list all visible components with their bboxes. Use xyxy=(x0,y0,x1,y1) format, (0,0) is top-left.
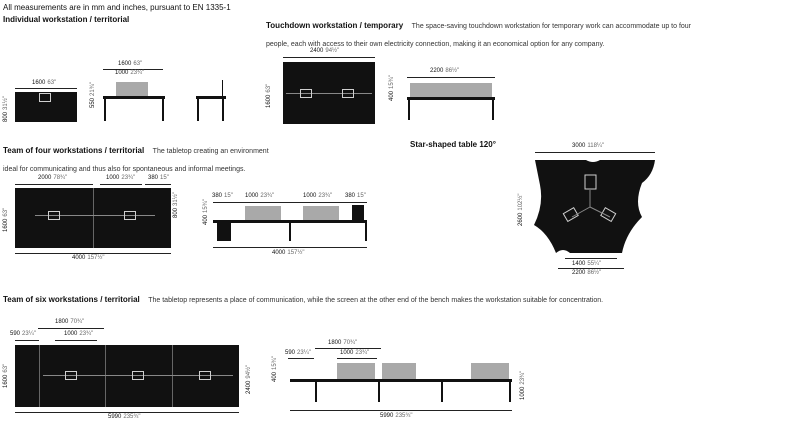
t6s-screen-height-label: 100023¾" xyxy=(520,370,526,400)
t6s-end-label: 590 23¼" xyxy=(285,350,311,356)
touchdown-desc-1: The space-saving touchdown workstation for temporary work can accommodate up to four xyxy=(411,23,692,30)
star-top-line xyxy=(535,152,655,153)
team-six-desc: The tabletop represents a place of communication, while the screen at the other end of the bench makes the workstation suitable for concentration. xyxy=(148,297,604,304)
td-side-width-line xyxy=(407,77,495,78)
td-power-box-left xyxy=(300,89,312,98)
t4-power-box-left xyxy=(48,211,60,220)
t4-total-line xyxy=(15,253,171,254)
ind-side-total-label: 1600 63" xyxy=(118,61,143,67)
t4-end-label: 380 15" xyxy=(148,175,169,181)
t6-split-1 xyxy=(39,345,40,407)
ind-desk-top xyxy=(15,92,77,122)
t6s-leg-1 xyxy=(315,382,317,402)
t6-split-2 xyxy=(105,345,106,407)
t6-desk-top xyxy=(15,345,239,407)
t6-screen-label: 1000 23¾" xyxy=(64,331,94,337)
td-side-leg-left xyxy=(408,100,410,120)
t4s-screen-left xyxy=(245,206,281,220)
t6s-screen-1 xyxy=(337,363,375,379)
td-width-line xyxy=(283,57,375,58)
t6-power-box-3 xyxy=(199,371,211,380)
ind-end-leg-left xyxy=(197,99,199,121)
t6s-total-label: 5990 235¾" xyxy=(380,413,413,419)
star-title: Star-shaped table 120° xyxy=(410,140,496,149)
t6-end-label: 590 23¼" xyxy=(10,331,36,337)
ind-depth-label: 80031½" xyxy=(3,96,9,122)
t4-end-line xyxy=(145,184,171,185)
t6s-height-label: 40015¾" xyxy=(272,356,278,382)
ind-width-line xyxy=(15,88,77,89)
ind-side-height-label: 55021¾" xyxy=(90,82,96,108)
td-side-height-label: 40015¾" xyxy=(389,75,395,101)
star-depth-label: 2600102½" xyxy=(518,193,524,226)
t6-unit-line xyxy=(38,328,104,329)
t6s-unit-line xyxy=(315,348,381,349)
t6s-screen-label: 1000 23¾" xyxy=(340,350,370,356)
t4s-total-label: 4000 157½" xyxy=(272,250,305,256)
star-bottom-label: 2200 86½" xyxy=(572,270,602,276)
t4-screen-line xyxy=(100,184,142,185)
t4-power-box-right xyxy=(124,211,136,220)
t6s-total-line xyxy=(290,410,512,411)
t6s-end-line xyxy=(288,358,314,359)
t4-split xyxy=(93,188,94,248)
t6s-screen-2 xyxy=(382,363,416,379)
ind-end-leg-right xyxy=(222,99,224,121)
t6-screen-line xyxy=(55,340,97,341)
touchdown-desc-2: people, each with access to their own electricity connection, making it an economical option for any company. xyxy=(266,41,605,48)
ind-side-screen xyxy=(116,82,148,96)
t6-total-line xyxy=(15,412,239,413)
t4-desk-top xyxy=(15,188,171,248)
star-bottom-line xyxy=(558,268,624,269)
t4-half-label: 2000 78¾" xyxy=(38,175,68,181)
ind-side-leg-left xyxy=(104,99,106,121)
ind-side-screen-label: 1000 23¾" xyxy=(115,70,145,76)
t6s-unit-label: 1800 70¾" xyxy=(328,340,358,346)
team-four-desc-2: ideal for communicating and thus also for spontaneous and informal meetings. xyxy=(3,166,246,173)
t6-total-label: 5990 235¾" xyxy=(108,414,141,420)
t4s-top-line xyxy=(213,202,367,203)
t4s-screen-right xyxy=(303,206,339,220)
team-six-header xyxy=(3,289,793,307)
team-four-title: Team of four workstations / territorial xyxy=(3,146,145,155)
t4s-leg-right xyxy=(365,223,367,241)
t4s-leg-mid xyxy=(289,223,291,241)
td-side-screen xyxy=(410,83,492,97)
td-power-box-right xyxy=(342,89,354,98)
team-four-desc-1: The tabletop creating an environment xyxy=(152,148,269,155)
t6-end-line xyxy=(15,340,39,341)
t4s-end-left-label: 380 15" xyxy=(212,193,233,199)
t6s-desk xyxy=(290,379,512,382)
t6-power-box-1 xyxy=(65,371,77,380)
t4-side-depth-label: 80031½" xyxy=(173,192,179,218)
td-width-label: 2400 94½" xyxy=(310,48,340,54)
ind-end-screen xyxy=(222,80,223,96)
t4-screen-label: 1000 23¾" xyxy=(106,175,136,181)
t6-depth-label: 160063" xyxy=(3,363,9,388)
t4-total-label: 4000 157½" xyxy=(72,255,105,261)
individual-title: Individual workstation / territorial xyxy=(3,15,130,24)
t6-unit-label: 1800 70¾" xyxy=(55,319,85,325)
t4s-cabinet-right xyxy=(352,205,364,220)
t6s-screen-line xyxy=(337,358,377,359)
t6-power-box-2 xyxy=(132,371,144,380)
star-table xyxy=(530,155,660,260)
t4s-height-label: 40015¾" xyxy=(203,199,209,225)
star-inner-label: 1400 55¼" xyxy=(572,261,602,267)
td-side-desk xyxy=(407,97,495,100)
td-side-width-label: 2200 86½" xyxy=(430,68,460,74)
td-center-line xyxy=(286,93,372,94)
ind-side-leg-right xyxy=(162,99,164,121)
t4s-screen-right-label: 1000 23¾" xyxy=(303,193,333,199)
t6-side-depth-label: 240094½" xyxy=(246,364,252,394)
touchdown-title: Touchdown workstation / temporary xyxy=(266,21,404,30)
t6s-leg-4 xyxy=(509,382,511,402)
team-six-title: Team of six workstations / territorial xyxy=(3,295,140,304)
t6-split-3 xyxy=(172,345,173,407)
t4s-total-line xyxy=(213,247,367,248)
ind-width-label: 1600 63" xyxy=(32,80,57,86)
t6s-leg-3 xyxy=(441,382,443,402)
touchdown-header xyxy=(266,15,796,51)
t4s-screen-left-label: 1000 23¾" xyxy=(245,193,275,199)
star-top-label: 3000 118¼" xyxy=(572,143,605,149)
td-desk-top xyxy=(283,62,375,124)
td-depth-label: 160063" xyxy=(266,83,272,108)
ind-side-desk xyxy=(103,96,165,99)
t6s-screen-3 xyxy=(471,363,509,379)
measurement-note: All measurements are in mm and inches, pursuant to EN 1335-1 xyxy=(3,3,231,12)
star-inner-line xyxy=(565,258,617,259)
team-four-header xyxy=(3,140,333,176)
t6s-leg-2 xyxy=(378,382,380,402)
ind-power-box xyxy=(39,93,51,102)
td-side-leg-right xyxy=(492,100,494,120)
t4s-cabinet-left xyxy=(217,223,231,241)
star-tabletop xyxy=(534,160,655,253)
t4-half-line xyxy=(15,184,93,185)
t4-depth-label: 160063" xyxy=(3,207,9,232)
t4s-end-right-label: 380 15" xyxy=(345,193,366,199)
